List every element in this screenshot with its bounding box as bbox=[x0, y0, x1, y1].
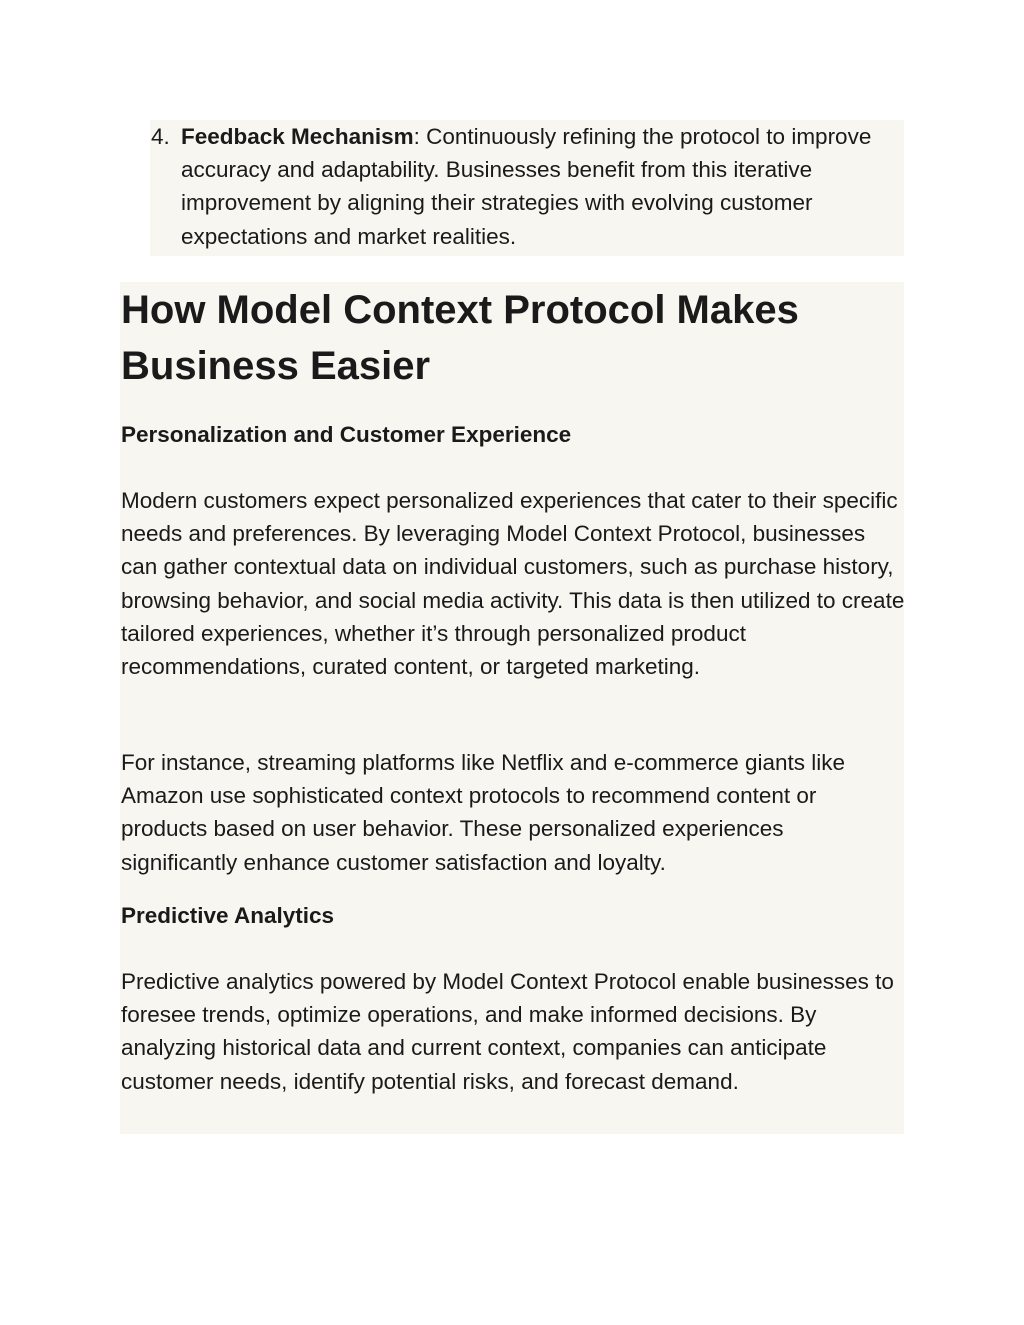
predictive-analytics-paragraph: Predictive analytics powered by Model Context Protocol enable businesses to foresee trends, optimize operations, and make informed decisions. By analyzing historical data and current context, companies can anticipate customer needs, identify potential risks, and forecast demand. bbox=[121, 969, 894, 1094]
predictive-analytics-heading: Predictive Analytics bbox=[121, 903, 335, 928]
list-item-number: 4. bbox=[151, 124, 170, 149]
personalization-heading: Personalization and Customer Experience bbox=[121, 422, 572, 447]
list-item-text bbox=[181, 120, 901, 253]
article-section bbox=[120, 282, 904, 1134]
list-item-term: Feedback Mechanism bbox=[181, 124, 414, 149]
personalization-paragraph-1: Modern customers expect personalized experiences that cater to their specific needs and preferences. By leveraging Model Context Protocol, businesses can gather contextual data on individual customers, such as purchase history, browsing behavior, and social media activity. This data is then utilized to create tailored experiences, whether it’s through personalized product recommendations, curated content, or targeted marketing. bbox=[121, 488, 905, 680]
list-item-description: : Continuously refining the protocol to improve accuracy and adaptability. Businesses benefit from this iterative improvement by aligning their strategies with evolving customer expectations and market realities. bbox=[181, 124, 872, 249]
personalization-paragraph-2: For instance, streaming platforms like Netflix and e-commerce giants like Amazon use sophisticated context protocols to recommend content or products based on user behavior. These personalized experiences significantly enhance customer satisfaction and loyalty. bbox=[121, 750, 846, 875]
numbered-list bbox=[150, 120, 904, 256]
section-title: How Model Context Protocol Makes Business Easier bbox=[121, 288, 799, 388]
